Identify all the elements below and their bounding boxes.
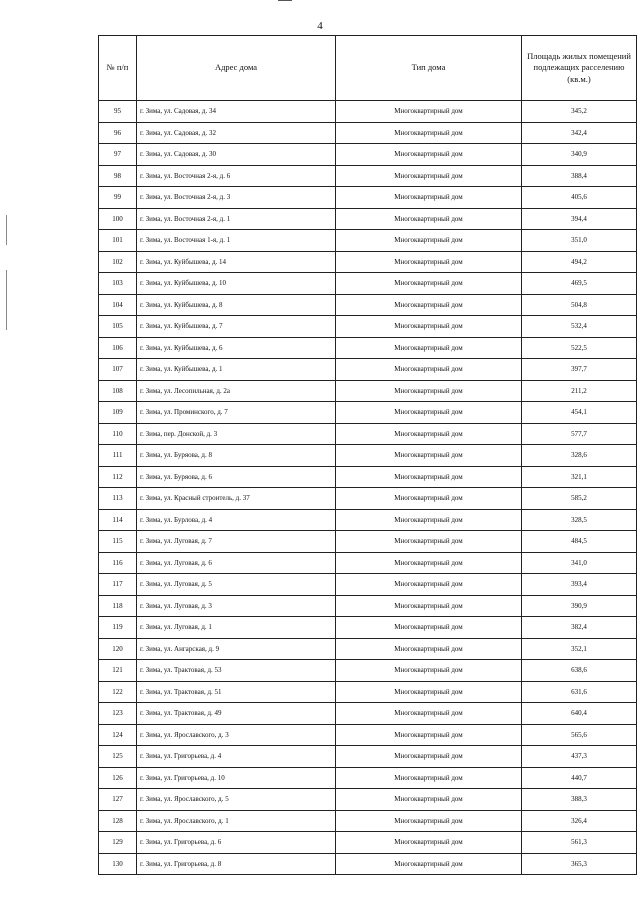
- row-type: Многоквартирный дом: [336, 251, 522, 273]
- table-row: [99, 853, 637, 875]
- row-type: Многоквартирный дом: [336, 359, 522, 381]
- row-num: 105: [99, 316, 137, 338]
- row-num: 108: [99, 380, 137, 402]
- row-type: Многоквартирный дом: [336, 574, 522, 596]
- row-num: 125: [99, 746, 137, 768]
- row-type: Многоквартирный дом: [336, 638, 522, 660]
- row-address: г. Зима, пер. Донской, д. 3: [137, 423, 336, 445]
- row-area: 211,2: [522, 380, 637, 402]
- table-row: [99, 423, 637, 445]
- row-type: Многоквартирный дом: [336, 681, 522, 703]
- row-area: 454,1: [522, 402, 637, 424]
- row-num: 118: [99, 595, 137, 617]
- row-type: Многоквартирный дом: [336, 595, 522, 617]
- table-row: [99, 402, 637, 424]
- row-type: Многоквартирный дом: [336, 445, 522, 467]
- row-type: Многоквартирный дом: [336, 122, 522, 144]
- row-area: 494,2: [522, 251, 637, 273]
- row-num: 107: [99, 359, 137, 381]
- table-row: [99, 273, 637, 295]
- row-num: 97: [99, 144, 137, 166]
- page-number: 4: [317, 20, 323, 32]
- row-area: 390,9: [522, 595, 637, 617]
- row-area: 522,5: [522, 337, 637, 359]
- row-address: г. Зима, ул. Луговая, д. 1: [137, 617, 336, 639]
- row-address: г. Зима, ул. Ангарская, д. 9: [137, 638, 336, 660]
- row-address: г. Зима, ул. Григорьева, д. 6: [137, 832, 336, 854]
- scan-mark: [278, 0, 292, 5]
- row-address: г. Зима, ул. Ярославского, д. 1: [137, 810, 336, 832]
- table-row: [99, 724, 637, 746]
- row-address: г. Зима, ул. Восточная 2-я, д. 6: [137, 165, 336, 187]
- row-num: 95: [99, 101, 137, 123]
- row-area: 565,6: [522, 724, 637, 746]
- housing-table: [98, 35, 637, 875]
- table-header-row: [99, 36, 637, 101]
- table-row: [99, 488, 637, 510]
- table-row: [99, 337, 637, 359]
- row-type: Многоквартирный дом: [336, 724, 522, 746]
- row-num: 117: [99, 574, 137, 596]
- row-area: 532,4: [522, 316, 637, 338]
- row-num: 129: [99, 832, 137, 854]
- row-num: 116: [99, 552, 137, 574]
- row-type: Многоквартирный дом: [336, 208, 522, 230]
- row-area: 631,6: [522, 681, 637, 703]
- row-area: 340,9: [522, 144, 637, 166]
- row-area: 640,4: [522, 703, 637, 725]
- row-num: 111: [99, 445, 137, 467]
- row-area: 321,1: [522, 466, 637, 488]
- row-num: 98: [99, 165, 137, 187]
- table-row: [99, 638, 637, 660]
- row-type: Многоквартирный дом: [336, 466, 522, 488]
- row-type: Многоквартирный дом: [336, 294, 522, 316]
- row-area: 345,2: [522, 101, 637, 123]
- row-address: г. Зима, ул. Луговая, д. 7: [137, 531, 336, 553]
- row-area: 365,3: [522, 853, 637, 875]
- row-area: 328,5: [522, 509, 637, 531]
- header-num: № п/п: [99, 36, 137, 101]
- margin-mark: [6, 270, 7, 330]
- table-row: [99, 531, 637, 553]
- table-row: [99, 703, 637, 725]
- table-row: [99, 122, 637, 144]
- table-row: [99, 595, 637, 617]
- row-num: 124: [99, 724, 137, 746]
- table-row: [99, 165, 637, 187]
- row-area: 397,7: [522, 359, 637, 381]
- table-row: [99, 509, 637, 531]
- row-num: 121: [99, 660, 137, 682]
- row-type: Многоквартирный дом: [336, 165, 522, 187]
- row-address: г. Зима, ул. Проминского, д. 7: [137, 402, 336, 424]
- row-area: 437,3: [522, 746, 637, 768]
- table-row: [99, 359, 637, 381]
- table-row: [99, 832, 637, 854]
- row-type: Многоквартирный дом: [336, 767, 522, 789]
- row-address: г. Зима, ул. Буряова, д. 8: [137, 445, 336, 467]
- row-type: Многоквартирный дом: [336, 273, 522, 295]
- table-row: [99, 746, 637, 768]
- row-address: г. Зима, ул. Луговая, д. 5: [137, 574, 336, 596]
- row-type: Многоквартирный дом: [336, 617, 522, 639]
- table-row: [99, 230, 637, 252]
- row-num: 122: [99, 681, 137, 703]
- table-row: [99, 101, 637, 123]
- row-area: 638,6: [522, 660, 637, 682]
- row-area: 393,4: [522, 574, 637, 596]
- table-row: [99, 208, 637, 230]
- row-area: 469,5: [522, 273, 637, 295]
- table-row: [99, 789, 637, 811]
- row-area: 394,4: [522, 208, 637, 230]
- row-type: Многоквартирный дом: [336, 746, 522, 768]
- row-type: Многоквартирный дом: [336, 789, 522, 811]
- row-num: 115: [99, 531, 137, 553]
- row-address: г. Зима, ул. Восточная 2-я, д. 3: [137, 187, 336, 209]
- row-address: г. Зима, ул. Восточная 1-я, д. 1: [137, 230, 336, 252]
- row-address: г. Зима, ул. Куйбышева, д. 1: [137, 359, 336, 381]
- row-address: г. Зима, ул. Трактовая, д. 49: [137, 703, 336, 725]
- row-area: 585,2: [522, 488, 637, 510]
- row-num: 104: [99, 294, 137, 316]
- row-address: г. Зима, ул. Куйбышева, д. 14: [137, 251, 336, 273]
- row-area: 504,8: [522, 294, 637, 316]
- table-row: [99, 144, 637, 166]
- row-address: г. Зима, ул. Буряова, д. 6: [137, 466, 336, 488]
- row-area: 382,4: [522, 617, 637, 639]
- row-address: г. Зима, ул. Садовая, д. 30: [137, 144, 336, 166]
- row-address: г. Зима, ул. Садовая, д. 34: [137, 101, 336, 123]
- table-row: [99, 316, 637, 338]
- header-type: Тип дома: [336, 36, 522, 101]
- row-type: Многоквартирный дом: [336, 660, 522, 682]
- row-type: Многоквартирный дом: [336, 402, 522, 424]
- row-address: г. Зима, ул. Садовая, д. 32: [137, 122, 336, 144]
- table-row: [99, 810, 637, 832]
- row-num: 119: [99, 617, 137, 639]
- table-row: [99, 660, 637, 682]
- table-row: [99, 574, 637, 596]
- row-address: г. Зима, ул. Ярославского, д. 5: [137, 789, 336, 811]
- table-row: [99, 617, 637, 639]
- row-area: 352,1: [522, 638, 637, 660]
- row-type: Многоквартирный дом: [336, 230, 522, 252]
- row-address: г. Зима, ул. Куйбышева, д. 10: [137, 273, 336, 295]
- row-address: г. Зима, ул. Куйбышева, д. 8: [137, 294, 336, 316]
- row-address: г. Зима, ул. Красный строитель, д. 37: [137, 488, 336, 510]
- row-num: 109: [99, 402, 137, 424]
- row-type: Многоквартирный дом: [336, 337, 522, 359]
- row-area: 405,6: [522, 187, 637, 209]
- table-row: [99, 681, 637, 703]
- row-address: г. Зима, ул. Трактовая, д. 51: [137, 681, 336, 703]
- row-area: 342,4: [522, 122, 637, 144]
- header-area: Площадь жилых помещений подлежащих расселению (кв.м.): [522, 36, 637, 101]
- row-type: Многоквартирный дом: [336, 101, 522, 123]
- row-num: 106: [99, 337, 137, 359]
- row-address: г. Зима, ул. Куйбышева, д. 7: [137, 316, 336, 338]
- row-area: 577,7: [522, 423, 637, 445]
- row-num: 110: [99, 423, 137, 445]
- row-num: 103: [99, 273, 137, 295]
- row-address: г. Зима, ул. Ярославского, д. 3: [137, 724, 336, 746]
- row-area: 561,3: [522, 832, 637, 854]
- row-address: г. Зима, ул. Луговая, д. 3: [137, 595, 336, 617]
- row-num: 112: [99, 466, 137, 488]
- row-area: 484,5: [522, 531, 637, 553]
- row-num: 128: [99, 810, 137, 832]
- row-type: Многоквартирный дом: [336, 423, 522, 445]
- row-type: Многоквартирный дом: [336, 488, 522, 510]
- row-num: 123: [99, 703, 137, 725]
- row-address: г. Зима, ул. Куйбышева, д. 6: [137, 337, 336, 359]
- row-num: 102: [99, 251, 137, 273]
- row-area: 440,7: [522, 767, 637, 789]
- row-type: Многоквартирный дом: [336, 509, 522, 531]
- row-num: 100: [99, 208, 137, 230]
- row-type: Многоквартирный дом: [336, 832, 522, 854]
- table-row: [99, 552, 637, 574]
- row-area: 326,4: [522, 810, 637, 832]
- margin-mark: [6, 215, 7, 245]
- row-num: 101: [99, 230, 137, 252]
- row-type: Многоквартирный дом: [336, 810, 522, 832]
- header-address: Адрес дома: [137, 36, 336, 101]
- row-address: г. Зима, ул. Григорьева, д. 8: [137, 853, 336, 875]
- row-num: 130: [99, 853, 137, 875]
- row-address: г. Зима, ул. Трактовая, д. 53: [137, 660, 336, 682]
- row-num: 127: [99, 789, 137, 811]
- row-address: г. Зима, ул. Луговая, д. 6: [137, 552, 336, 574]
- row-type: Многоквартирный дом: [336, 380, 522, 402]
- table-row: [99, 251, 637, 273]
- row-num: 113: [99, 488, 137, 510]
- row-type: Многоквартирный дом: [336, 187, 522, 209]
- table-row: [99, 187, 637, 209]
- row-type: Многоквартирный дом: [336, 316, 522, 338]
- table-row: [99, 767, 637, 789]
- row-area: 328,6: [522, 445, 637, 467]
- table-body: [99, 101, 637, 875]
- row-type: Многоквартирный дом: [336, 552, 522, 574]
- row-type: Многоквартирный дом: [336, 703, 522, 725]
- row-num: 96: [99, 122, 137, 144]
- row-num: 120: [99, 638, 137, 660]
- row-address: г. Зима, ул. Лесопильная, д. 2а: [137, 380, 336, 402]
- row-address: г. Зима, ул. Григорьева, д. 10: [137, 767, 336, 789]
- row-num: 126: [99, 767, 137, 789]
- row-num: 114: [99, 509, 137, 531]
- table-row: [99, 466, 637, 488]
- table-row: [99, 380, 637, 402]
- row-address: г. Зима, ул. Бурлова, д. 4: [137, 509, 336, 531]
- row-num: 99: [99, 187, 137, 209]
- table-row: [99, 445, 637, 467]
- row-area: 388,4: [522, 165, 637, 187]
- row-area: 388,3: [522, 789, 637, 811]
- row-address: г. Зима, ул. Григорьева, д. 4: [137, 746, 336, 768]
- row-address: г. Зима, ул. Восточная 2-я, д. 1: [137, 208, 336, 230]
- row-type: Многоквартирный дом: [336, 853, 522, 875]
- row-type: Многоквартирный дом: [336, 531, 522, 553]
- table-row: [99, 294, 637, 316]
- row-type: Многоквартирный дом: [336, 144, 522, 166]
- row-area: 341,0: [522, 552, 637, 574]
- row-area: 351,0: [522, 230, 637, 252]
